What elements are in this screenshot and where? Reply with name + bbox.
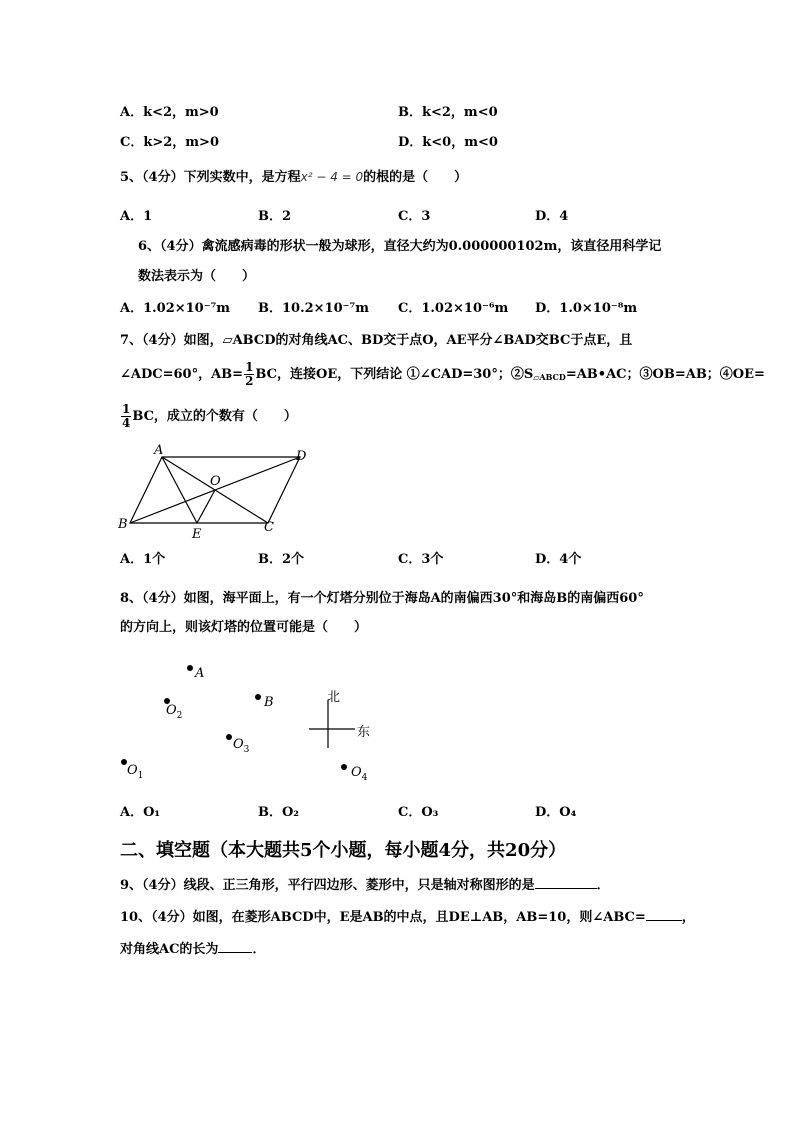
q8-line1: 8、（4分）如图，海平面上，有一个灯塔分别位于海岛A的南偏西30°和海岛B的南偏西60° [120, 591, 644, 606]
q8-map-figure [110, 655, 400, 785]
q8-option-a: A．O₁ [120, 805, 161, 820]
q9-text: 9、（4分）线段、正三角形，平行四边形、菱形中，只是轴对称图形的是 ． [120, 878, 610, 893]
label-d: D [296, 449, 307, 464]
label-o2: $O_2$ [166, 703, 183, 721]
q4-option-c: C．k>2，m>0 [120, 135, 219, 150]
q6-option-b: B．10.2×10⁻⁷m [258, 301, 369, 316]
q7-line1: 7、（4分）如图，▱ABCD的对角线AC、BD交于点O，AE平分∠BAD交BC于点E，且 [120, 333, 633, 348]
q7-line2 [120, 358, 765, 394]
q5-option-c: C．3 [398, 209, 431, 224]
point-b [255, 694, 261, 700]
segment-oe [197, 490, 215, 523]
q4-option-b: B．k<2，m<0 [398, 105, 498, 120]
section-title: 二、填空题（本大题共5个小题，每小题4分，共20分） [120, 840, 567, 861]
q7-option-a: A．1个 [120, 552, 166, 567]
q6-option-c: C．1.02×10⁻⁶m [398, 301, 509, 316]
q5-stem-before: 5、（4分）下列实数中，是方程 [120, 170, 301, 185]
q10-length-blank[interactable] [218, 940, 252, 953]
q10-line2: 对角线AC的长为 ． [120, 942, 266, 957]
q5-stem [120, 168, 467, 187]
q8-option-d: D．O₄ [535, 805, 577, 820]
segment-ae [162, 457, 197, 523]
q7-line2-c: =AB•AC；③OB=AB；④OE= [565, 367, 765, 382]
label-b: B [264, 695, 274, 710]
q7-parallelogram-figure [118, 442, 312, 542]
q5-option-d: D．4 [535, 209, 569, 224]
q7-line2-a: ∠ADC=60°，AB= [120, 367, 244, 382]
q10-angle-blank[interactable] [646, 908, 682, 921]
label-o1: $O_1$ [127, 763, 144, 781]
q5-option-b: B．2 [258, 209, 292, 224]
label-o: O [210, 474, 221, 489]
q8-option-c: C．O₃ [398, 805, 439, 820]
label-east: 东 [357, 725, 371, 740]
point-a [187, 665, 193, 671]
q4-option-a: A．k<2，m>0 [120, 105, 219, 120]
q5-option-a: A．1 [120, 209, 153, 224]
q6-line2: 数法表示为（ ） [138, 269, 256, 284]
point-o3 [226, 734, 232, 740]
q6-line1: 6、（4分）禽流感病毒的形状一般为球形，直径大约为0.000000102m，该直径用科学记 [138, 239, 662, 254]
q5-equation: x² − 4 = 0 [300, 170, 364, 184]
half-fraction: $\frac{1}{2}$ [245, 360, 254, 388]
q7-option-b: B．2个 [258, 552, 305, 567]
label-o3: $O_3$ [233, 737, 250, 755]
q7-area-subscript: ▱ABCD [533, 372, 566, 382]
q10-line1: 10、（4分）如图，在菱形ABCD中，E是AB的中点，且DE⊥AB，AB=10，则∠ABC= ， [120, 910, 695, 925]
q6-option-a: A．1.02×10⁻⁷m [120, 301, 231, 316]
q8-option-b: B．O₂ [258, 805, 300, 820]
label-b: B [118, 517, 128, 532]
quarter-fraction: $\frac{1}{4}$ [122, 402, 131, 430]
q7-option-d: D．4个 [535, 552, 582, 567]
q4-option-d: D．k<0，m<0 [398, 135, 498, 150]
q7-line3-text: BC，成立的个数有（ ） [132, 409, 297, 424]
label-e: E [192, 527, 202, 542]
q7-line3 [120, 400, 297, 434]
compass-icon [309, 700, 355, 748]
q8-line2: 的方向上，则该灯塔的位置可能是（ ） [120, 620, 368, 635]
label-a: A [154, 443, 164, 458]
q9-answer-blank[interactable] [535, 876, 597, 889]
q7-option-c: C．3个 [398, 552, 444, 567]
q5-stem-after: 的根的是（ ） [363, 170, 468, 185]
q6-option-d: D．1.0×10⁻⁸m [535, 301, 638, 316]
point-o4 [341, 764, 347, 770]
q7-line2-b: BC，连接OE，下列结论 ①∠CAD=30°；②S [255, 367, 534, 382]
label-a: A [195, 666, 205, 681]
label-north: 北 [327, 690, 341, 705]
label-c: C [264, 520, 274, 535]
label-o4: $O_4$ [351, 765, 368, 783]
